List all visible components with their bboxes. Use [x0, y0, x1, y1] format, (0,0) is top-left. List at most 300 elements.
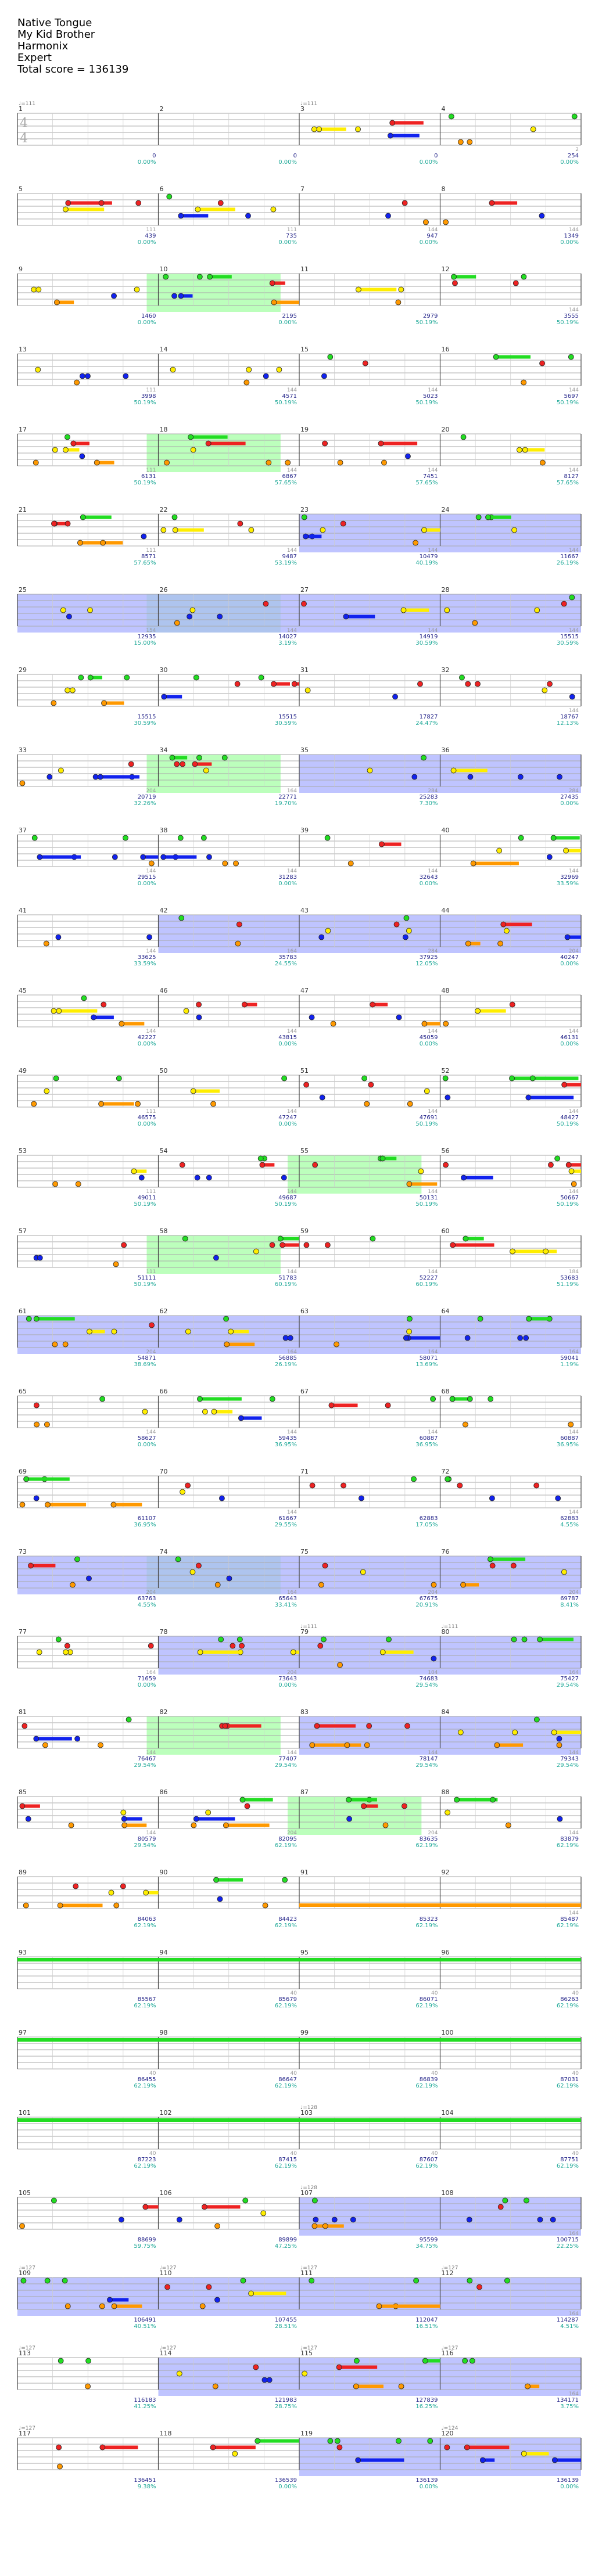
- measure-score: 74683: [419, 1676, 438, 1682]
- note-gem: [98, 774, 103, 779]
- measure-number: 36: [441, 746, 450, 754]
- overdrive-percent: 29.54%: [556, 1682, 579, 1688]
- note-gem: [37, 1650, 42, 1655]
- note-gem: [26, 1316, 31, 1321]
- note-gem: [367, 768, 372, 773]
- note-count: 40: [290, 1991, 297, 1996]
- measure-number: 37: [19, 827, 27, 834]
- measure-score: 87751: [560, 2157, 579, 2163]
- staff-row: [17, 101, 581, 166]
- note-gem: [56, 935, 61, 940]
- measure-number: 65: [19, 1388, 27, 1395]
- note-gem: [259, 675, 264, 680]
- measure-score: 14919: [419, 634, 438, 640]
- staff-row: [17, 1307, 581, 1368]
- measure-score: 56885: [278, 1355, 297, 1361]
- measure-number: 1: [19, 105, 23, 113]
- measure-score: 7451: [423, 473, 438, 480]
- measure-score: 58627: [137, 1435, 156, 1442]
- note-count: 144: [568, 468, 579, 473]
- sustain-note: [474, 862, 519, 865]
- staff-row: [17, 1147, 581, 1208]
- sustain-note: [453, 1244, 494, 1247]
- overdrive-percent: 0.00%: [278, 1041, 297, 1047]
- overdrive-percent: 62.19%: [556, 1842, 579, 1849]
- note-gem: [282, 1877, 288, 1882]
- note-gem: [263, 1903, 268, 1908]
- note-gem: [498, 941, 503, 946]
- measure-score: 8127: [564, 473, 579, 480]
- note-gem: [180, 761, 185, 767]
- measure-number: 6: [159, 185, 164, 193]
- note-gem: [56, 1008, 62, 1014]
- overdrive-percent: 62.19%: [274, 1923, 297, 1929]
- measure-score: 85567: [137, 1996, 156, 2003]
- overdrive-percent: 0.00%: [137, 1442, 156, 1448]
- staff-row: [17, 746, 581, 807]
- note-gem: [380, 1156, 385, 1161]
- note-gem: [396, 300, 401, 305]
- note-gem: [65, 521, 70, 526]
- sustain-note: [503, 923, 532, 926]
- sustain-note: [124, 1824, 146, 1827]
- note-gem: [340, 521, 346, 526]
- note-gem: [253, 1249, 259, 1254]
- note-gem: [468, 774, 473, 779]
- note-gem: [178, 293, 184, 299]
- measure-number: 74: [159, 1548, 168, 1555]
- measure-score: 33625: [137, 954, 156, 961]
- overdrive-percent: 62.19%: [274, 2003, 297, 2009]
- note-gem: [463, 2358, 468, 2363]
- note-gem: [44, 941, 49, 946]
- note-gem: [232, 2451, 238, 2456]
- note-gem: [42, 1743, 48, 1748]
- note-gem: [238, 1415, 243, 1421]
- measure-number: 41: [19, 907, 27, 914]
- staff-row: [17, 506, 581, 566]
- note-gem: [370, 1002, 375, 1007]
- note-gem: [270, 1242, 275, 1248]
- note-gem: [414, 2278, 419, 2283]
- note-gem: [332, 2217, 337, 2222]
- note-gem: [210, 2445, 216, 2450]
- note-gem: [509, 1076, 514, 1081]
- note-gem: [423, 220, 428, 225]
- note-gem: [66, 200, 71, 206]
- sustain-note: [440, 2118, 582, 2122]
- note-gem: [488, 1396, 493, 1402]
- sustain-note: [396, 2305, 440, 2308]
- sustain-note: [274, 301, 299, 304]
- note-gem: [537, 1637, 543, 1642]
- note-count: 204: [568, 1590, 579, 1596]
- measure-number: 61: [19, 1307, 27, 1315]
- note-gem: [319, 935, 324, 940]
- note-gem: [99, 200, 104, 206]
- note-gem: [270, 1396, 275, 1402]
- overdrive-percent: 62.19%: [274, 1842, 297, 1849]
- measure-score: 82095: [278, 1836, 297, 1842]
- overdrive-percent: 57.65%: [415, 480, 438, 486]
- overdrive-percent: 60.19%: [415, 1281, 438, 1288]
- sustain-note: [478, 1009, 506, 1013]
- measure-score: 51111: [137, 1275, 156, 1281]
- measure-number: 21: [19, 506, 27, 513]
- sustain-note: [440, 2038, 582, 2042]
- measure-number: 13: [19, 346, 27, 353]
- note-gem: [244, 380, 249, 385]
- note-gem: [572, 114, 577, 119]
- note-gem: [304, 1242, 309, 1248]
- note-gem: [253, 2365, 259, 2370]
- overdrive-percent: 50.19%: [556, 319, 579, 326]
- note-gem: [75, 1736, 80, 1741]
- note-gem: [540, 460, 545, 465]
- overdrive-percent: 0.00%: [137, 319, 156, 326]
- note-gem: [451, 768, 456, 773]
- note-gem: [54, 300, 59, 305]
- overdrive-percent: 3.75%: [560, 2403, 579, 2410]
- note-gem: [53, 1076, 59, 1081]
- note-count: 111: [146, 387, 156, 393]
- measure-number: 18: [159, 426, 168, 433]
- note-gem: [271, 681, 276, 687]
- note-gem: [390, 120, 395, 125]
- measure-score: 83635: [419, 1836, 438, 1842]
- measure-score: 50667: [560, 1195, 579, 1201]
- note-gem: [80, 373, 85, 379]
- note-gem: [506, 1823, 511, 1828]
- measure-number: 35: [300, 746, 309, 754]
- note-count: 144: [286, 1429, 297, 1435]
- note-gem: [569, 595, 575, 600]
- note-gem: [174, 761, 180, 767]
- note-gem: [87, 1329, 92, 1334]
- note-gem: [263, 373, 268, 379]
- note-gem: [346, 1797, 352, 1802]
- note-gem: [80, 515, 85, 520]
- note-gem: [388, 133, 393, 138]
- note-gem: [93, 774, 98, 779]
- note-gem: [399, 287, 404, 292]
- note-gem: [271, 207, 276, 212]
- note-gem: [246, 367, 252, 372]
- note-gem: [184, 1008, 189, 1014]
- measure-number: 49: [19, 1067, 27, 1075]
- measure-number: 54: [159, 1147, 168, 1155]
- note-gem: [443, 220, 449, 225]
- note-gem: [525, 2384, 531, 2389]
- note-gem: [237, 1637, 242, 1642]
- measure-number: 84: [441, 1708, 450, 1716]
- measure-number: 33: [19, 746, 27, 754]
- note-gem: [45, 1502, 50, 1507]
- note-gem: [318, 1582, 324, 1587]
- note-gem: [402, 200, 407, 206]
- note-count: 144: [568, 1750, 579, 1756]
- note-gem: [463, 1236, 468, 1241]
- note-gem: [472, 620, 478, 626]
- note-gem: [212, 1409, 217, 1414]
- note-gem: [557, 1743, 562, 1748]
- measure-score: 15515: [278, 714, 297, 720]
- overdrive-percent: 0.00%: [137, 1041, 156, 1047]
- overdrive-percent: 0.00%: [560, 1041, 579, 1047]
- staff-row: [17, 426, 581, 486]
- note-gem: [285, 460, 291, 465]
- sustain-note: [555, 2459, 581, 2462]
- measure-number: 85: [19, 1788, 27, 1796]
- note-gem: [161, 527, 166, 533]
- note-gem: [51, 700, 56, 706]
- measure-number: 23: [300, 506, 309, 513]
- overdrive-percent: 8.41%: [560, 1602, 579, 1608]
- measure-score: 439: [145, 233, 156, 239]
- note-gem: [177, 2217, 182, 2222]
- note-gem: [235, 681, 240, 687]
- measure-number: 83: [300, 1708, 309, 1716]
- sustain-note: [528, 1096, 574, 1100]
- overdrive-percent: 60.19%: [274, 1281, 297, 1288]
- overdrive-percent: 7.30%: [419, 800, 438, 807]
- sustain-note: [101, 775, 139, 779]
- note-gem: [51, 521, 56, 526]
- note-gem: [475, 1008, 481, 1014]
- note-gem: [421, 527, 426, 533]
- overdrive-percent: 29.55%: [274, 1522, 297, 1528]
- measure-number: 78: [159, 1628, 168, 1636]
- measure-score: 134171: [556, 2397, 579, 2403]
- note-count: 144: [428, 387, 438, 393]
- note-gem: [467, 2278, 472, 2283]
- note-gem: [236, 922, 242, 927]
- measure-score: 37925: [419, 954, 438, 961]
- note-gem: [347, 1816, 352, 1821]
- tempo-marker: ♩=111: [300, 1624, 317, 1630]
- note-gem: [53, 1181, 58, 1187]
- overdrive-percent: 26.19%: [274, 1361, 297, 1368]
- note-count: 40: [149, 2071, 156, 2076]
- note-gem: [31, 287, 37, 292]
- measure-number: 20: [441, 426, 450, 433]
- note-gem: [143, 2204, 148, 2209]
- note-count: 164: [286, 1590, 297, 1596]
- note-gem: [322, 1563, 328, 1568]
- note-gem: [463, 1422, 468, 1427]
- note-gem: [34, 1496, 39, 1501]
- sustain-note: [59, 1009, 97, 1013]
- note-gem: [367, 1723, 372, 1729]
- measure-score: 78147: [419, 1756, 438, 1762]
- overdrive-percent: 0.00%: [278, 319, 297, 326]
- note-gem: [493, 354, 499, 360]
- measure-score: 1460: [141, 313, 156, 319]
- measure-score: 54871: [137, 1355, 156, 1361]
- measure-number: 75: [300, 1548, 309, 1555]
- measure-score: 12935: [137, 634, 156, 640]
- note-gem: [288, 1335, 293, 1341]
- measure-score: 75427: [560, 1676, 579, 1682]
- measure-score: 20719: [137, 794, 156, 800]
- staff-row: [17, 2029, 581, 2089]
- note-gem: [224, 1342, 230, 1347]
- note-gem: [386, 1637, 392, 1642]
- measure-number: 39: [300, 827, 309, 834]
- note-gem: [490, 1797, 496, 1802]
- measure-score: 48427: [560, 1115, 579, 1121]
- note-gem: [214, 1877, 219, 1882]
- sustain-note: [159, 1958, 300, 1961]
- note-gem: [443, 1076, 448, 1081]
- overdrive-percent: 30.59%: [556, 640, 579, 646]
- measure-score: 136139: [415, 2477, 438, 2484]
- overdrive-percent: 50.19%: [415, 1121, 438, 1127]
- measure-number: 9: [19, 265, 23, 273]
- note-gem: [343, 614, 349, 619]
- measure-number: 40: [441, 827, 450, 834]
- note-gem: [443, 1162, 449, 1167]
- measure-number: 91: [300, 1869, 309, 1876]
- measure-number: 48: [441, 987, 450, 994]
- note-gem: [164, 460, 170, 465]
- sustain-note: [60, 1904, 103, 1907]
- note-count: 204: [286, 1830, 297, 1836]
- measure-number: 76: [441, 1548, 450, 1555]
- note-gem: [121, 1816, 127, 1821]
- measure-number: 53: [19, 1147, 27, 1155]
- measure-number: 77: [19, 1628, 27, 1636]
- measure-score: 43815: [278, 1034, 297, 1041]
- note-gem: [266, 460, 271, 465]
- note-gem: [261, 2211, 266, 2216]
- measure-number: 51: [300, 1067, 309, 1075]
- staff-row: [17, 987, 581, 1047]
- note-gem: [535, 608, 540, 613]
- note-gem: [488, 1557, 493, 1562]
- note-gem: [490, 1563, 495, 1568]
- overdrive-percent: 0.00%: [419, 1041, 438, 1047]
- note-count: 144: [428, 1269, 438, 1275]
- note-gem: [379, 842, 384, 847]
- sustain-note: [196, 1817, 235, 1821]
- note-gem: [213, 2384, 218, 2389]
- note-gem: [335, 2438, 340, 2444]
- measure-score: 88699: [137, 2237, 156, 2243]
- note-gem: [73, 1884, 78, 1889]
- overdrive-percent: 62.19%: [415, 2003, 438, 2009]
- note-gem: [86, 1576, 91, 1581]
- overdrive-percent: 47.25%: [274, 2243, 297, 2250]
- note-gem: [52, 1342, 58, 1347]
- note-gem: [304, 1082, 309, 1087]
- sustain-note: [104, 702, 124, 705]
- sustain-note: [356, 2385, 383, 2388]
- note-gem: [464, 2445, 469, 2450]
- measure-score: 52227: [419, 1275, 438, 1281]
- note-count: 144: [286, 1510, 297, 1515]
- note-gem: [331, 1021, 336, 1026]
- note-gem: [378, 441, 383, 446]
- staff-row: [17, 1067, 581, 1127]
- note-gem: [172, 293, 177, 299]
- note-gem: [249, 527, 254, 533]
- overdrive-percent: 4.51%: [560, 2323, 579, 2330]
- note-gem: [193, 675, 199, 680]
- note-gem: [116, 1076, 121, 1081]
- note-gem: [568, 1422, 574, 1427]
- note-count: 144: [286, 1750, 297, 1756]
- note-gem: [458, 1730, 463, 1735]
- note-gem: [37, 1255, 42, 1260]
- note-gem: [178, 213, 184, 218]
- measure-score: 5023: [423, 393, 438, 400]
- note-gem: [396, 1015, 402, 1020]
- note-gem: [100, 2445, 105, 2450]
- overdrive-percent: 33.41%: [274, 1602, 297, 1608]
- note-gem: [31, 1101, 37, 1106]
- note-gem: [36, 287, 41, 292]
- note-gem: [291, 1650, 296, 1655]
- measure-score: 1349: [564, 233, 579, 239]
- measure-number: 16: [441, 346, 450, 353]
- measure-number: 58: [159, 1227, 168, 1235]
- overdrive-percent: 30.59%: [415, 640, 438, 646]
- sustain-note: [200, 1651, 243, 1654]
- note-gem: [303, 534, 309, 539]
- note-gem: [312, 2223, 317, 2229]
- tempo-marker: ♩=124: [441, 2426, 458, 2431]
- measure-score: 2979: [423, 313, 438, 319]
- note-count: 144: [286, 387, 297, 393]
- measure-score: 46575: [137, 1115, 156, 1121]
- note-gem: [51, 1008, 56, 1014]
- note-gem: [242, 1002, 247, 1007]
- overdrive-percent: 0.00%: [419, 2484, 438, 2490]
- overdrive-percent: 1.19%: [560, 1361, 579, 1368]
- note-count: 144: [568, 548, 579, 554]
- note-gem: [407, 1181, 412, 1187]
- note-gem: [354, 2358, 359, 2363]
- note-gem: [267, 2377, 272, 2383]
- sustain-note: [114, 2305, 142, 2308]
- note-count: 111: [146, 1189, 156, 1195]
- note-gem: [522, 447, 528, 452]
- measure-number: 31: [300, 666, 309, 674]
- overdrive-percent: 40.19%: [415, 560, 438, 566]
- note-gem: [539, 213, 544, 218]
- overdrive-percent: 0.00%: [137, 1121, 156, 1127]
- note-count: 144: [568, 708, 579, 714]
- sustain-note: [68, 202, 112, 205]
- note-count: 164: [568, 2231, 579, 2237]
- note-gem: [368, 1082, 374, 1087]
- measure-score: 85679: [278, 1996, 297, 2003]
- sustain-note: [159, 2038, 300, 2042]
- measure-score: 15515: [560, 634, 579, 640]
- note-gem: [249, 2291, 254, 2296]
- note-gem: [66, 614, 71, 619]
- sustain-note: [205, 2205, 241, 2209]
- note-gem: [57, 2464, 62, 2469]
- measure-number: 108: [441, 2189, 454, 2197]
- note-gem: [569, 1169, 574, 1174]
- tempo-marker: ♩=127: [300, 2265, 317, 2271]
- note-gem: [338, 1662, 343, 1668]
- measure-number: 55: [300, 1147, 309, 1155]
- note-count: 144: [428, 628, 438, 634]
- note-gem: [241, 2278, 246, 2283]
